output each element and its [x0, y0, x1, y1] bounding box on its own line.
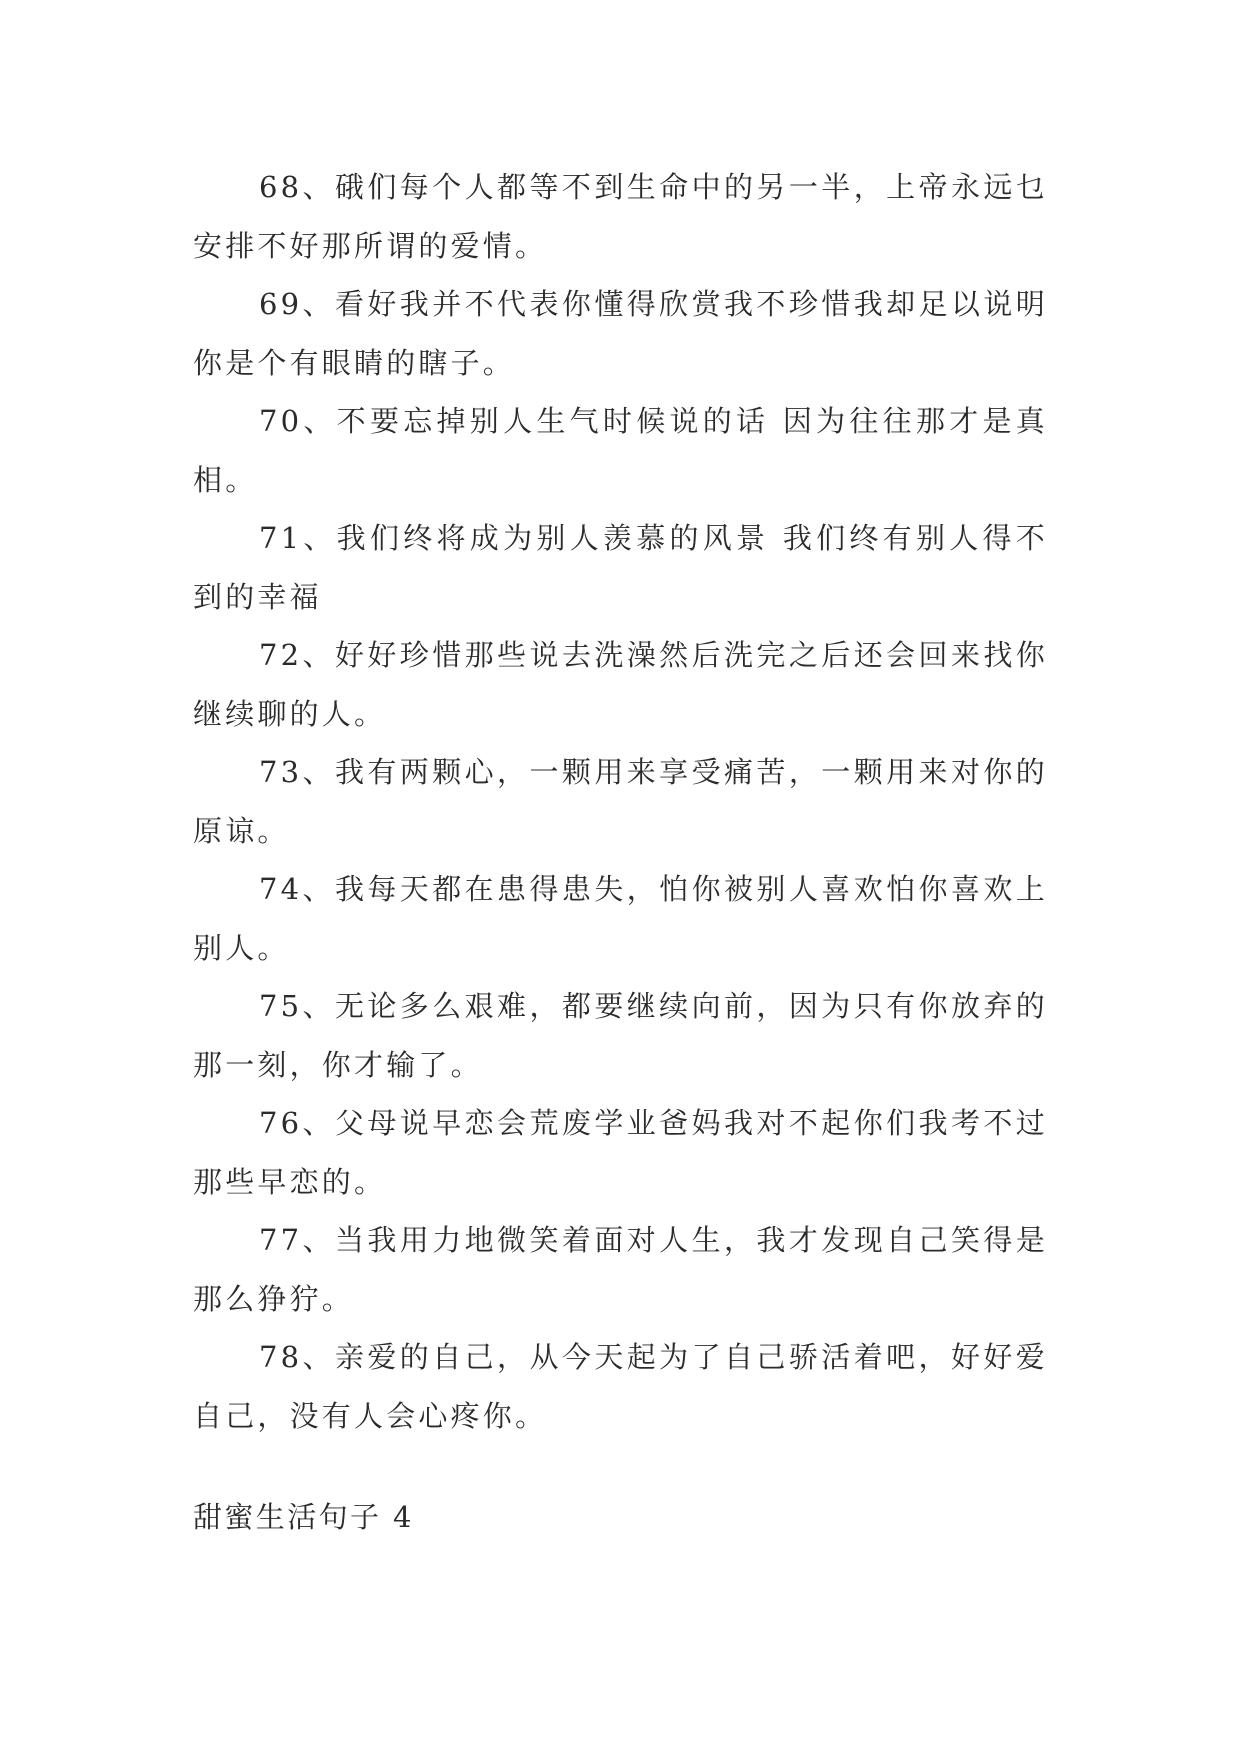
- list-item: 72、好好珍惜那些说去洗澡然后洗完之后还会回来找你继续聊的人。: [193, 638, 1048, 731]
- list-item: 68、硪们每个人都等不到生命中的另一半，上帝永远乜安排不好那所谓的爱情。: [193, 170, 1048, 263]
- section-heading: 甜蜜生活句子 4: [193, 1500, 414, 1534]
- quote-list: [193, 158, 1048, 1445]
- list-item: 77、当我用力地微笑着面对人生，我才发现自己笑得是那么狰狞。: [193, 1223, 1048, 1316]
- list-item: 70、不要忘掉别人生气时候说的话 因为往往那才是真相。: [193, 404, 1048, 497]
- list-item: 78、亲爱的自己，从今天起为了自己骄活着吧，好好爱自己，没有人会心疼你。: [193, 1340, 1048, 1433]
- list-item: 73、我有两颗心，一颗用来享受痛苦，一颗用来对你的原谅。: [193, 755, 1048, 848]
- list-item: 75、无论多么艰难，都要继续向前，因为只有你放弃的那一刻，你才输了。: [193, 989, 1048, 1082]
- list-item: 69、看好我并不代表你懂得欣赏我不珍惜我却足以说明你是个有眼睛的瞎子。: [193, 287, 1048, 380]
- list-item: 71、我们终将成为别人羡慕的风景 我们终有别人得不到的幸福: [193, 521, 1048, 614]
- list-item: 74、我每天都在患得患失，怕你被别人喜欢怕你喜欢上别人。: [193, 872, 1048, 965]
- list-item: 76、父母说早恋会荒废学业爸妈我对不起你们我考不过那些早恋的。: [193, 1106, 1048, 1199]
